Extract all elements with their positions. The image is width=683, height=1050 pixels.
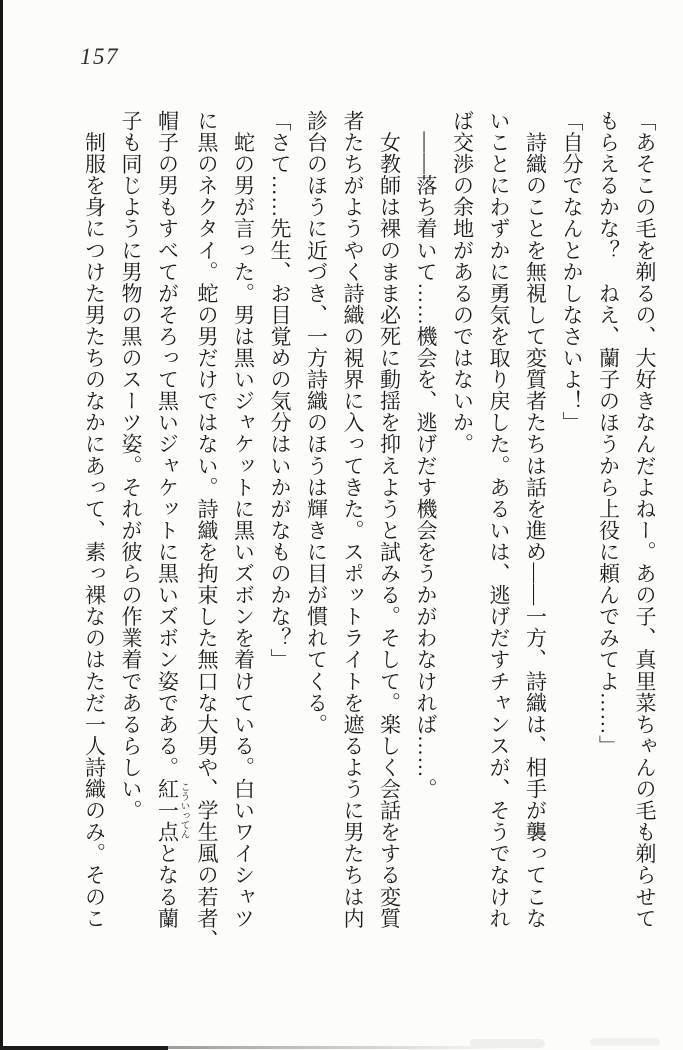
scan-smudge	[470, 1039, 545, 1048]
text-line: ば交渉の余地があるのではないか。	[450, 110, 475, 455]
text-line: 「自分でなんとかしなさいよ！」	[560, 110, 584, 434]
text-line: いことにわずかに勇気を取り戻した。あるいは、逃げだすチャンスが、そうでなけれ	[487, 110, 511, 929]
text-line: もらえるかな？ ねえ、蘭子のほうから上役に頼んでみてよ……」	[596, 110, 621, 757]
text-line: 診台のほうに近づき、一方詩織のほうは輝きに目が慣れてくる。	[304, 110, 329, 735]
text-line: 詩織のことを無視して変質者たちは話を進め——一方、詩織は、相手が襲ってこな	[523, 110, 548, 929]
scan-edge-left	[0, 0, 3, 1050]
scan-edge-bottom-fade	[168, 1046, 513, 1049]
text-segment: となる蘭	[155, 842, 180, 929]
scan-smudge	[590, 1038, 660, 1046]
text-segment: 帽子の男もすべてがそろって黒いジャケットに黒いズボン姿である。	[155, 110, 180, 779]
ruby-annotation	[155, 778, 189, 843]
text-line: ——落ち着いて……機会を、逃げだす機会をうかがわなければ……。	[414, 110, 438, 800]
ruby-furigana: こういってん	[178, 778, 189, 843]
page-number: 157	[80, 44, 119, 69]
text-line: 「あそこの毛を剃るの、大好きなんだよねー。あの子、真里菜ちゃんの毛も剃らせて	[633, 110, 657, 929]
text-line: 女教師は裸のまま必死に動揺を抑えようと試みる。そして。楽しく会話をする変質	[377, 110, 402, 929]
ruby-base: 紅一点	[155, 778, 180, 843]
text-line-with-ruby	[149, 110, 189, 958]
text-line: 蛇の男が言った。男は黒いジャケットに黒いズボンを着けている。白いワイシャツ	[231, 110, 256, 929]
scan-edge-bottom	[0, 1046, 168, 1050]
text-line: 「さて……先生、お目覚めの気分はいかがなものかな？」	[268, 110, 292, 671]
text-line: 子も同じように男物の黒のスーツ姿。それが彼らの作業着であるらしい。	[119, 110, 143, 822]
text-line: 者たちがようやく詩織の視界に入ってきた。スポットライトを遮るように男たちは内	[341, 110, 365, 929]
text-line: に黒のネクタイ。蛇の男だけではない。詩織を拘束した無口な大男や、学生風の若者、	[195, 110, 219, 951]
body-text	[76, 110, 663, 958]
text-line: 制服を身につけた男たちのなかにあって、素っ裸なのはただ一人詩織のみ。そのこ	[82, 110, 107, 929]
